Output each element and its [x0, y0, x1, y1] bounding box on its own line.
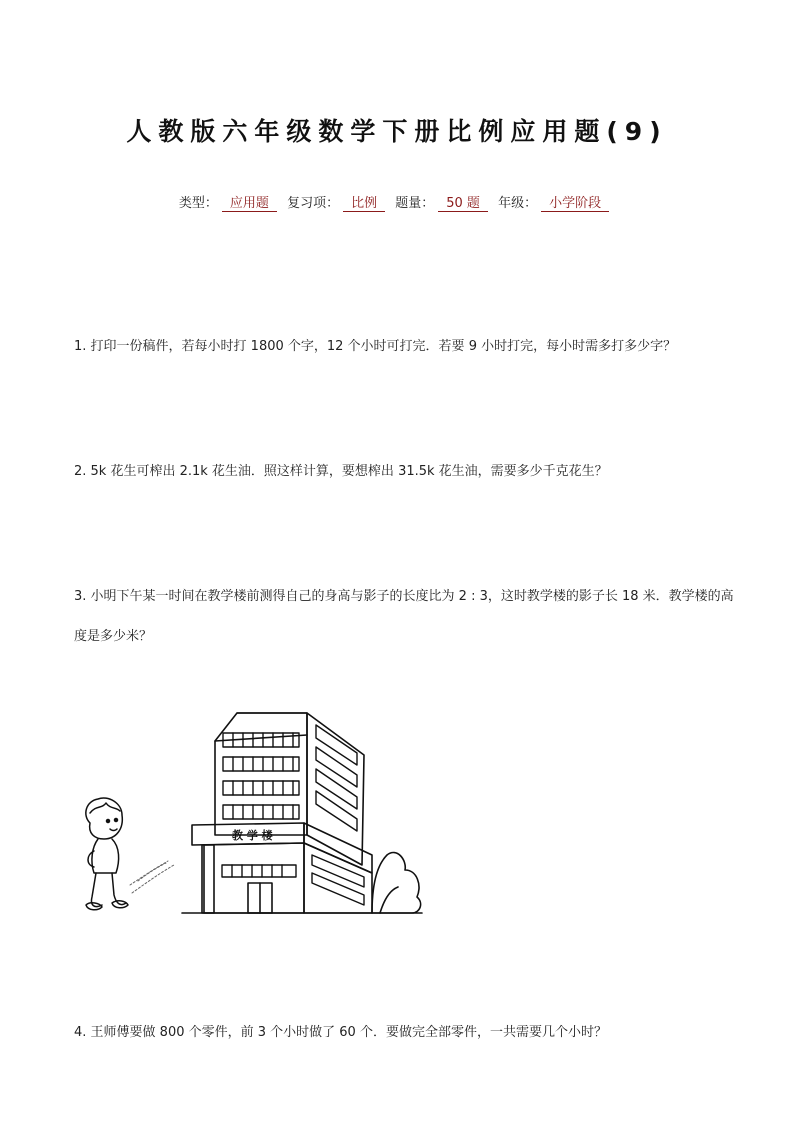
page-title: 人教版六年级数学下册比例应用题(9)	[126, 117, 668, 146]
review-value: 比例	[343, 196, 385, 212]
type-value: 应用题	[222, 196, 277, 212]
count-label: 题量：	[395, 196, 435, 211]
question-2: 2. 5k 花生可榨出 2.1k 花生油．照这样计算，要想榨出 31.5k 花生油，需要多少千克花生？	[74, 464, 608, 479]
boy-and-school-building-illustration	[72, 705, 432, 920]
worksheet-meta	[0, 192, 794, 212]
question-3: 3. 小明下午某一时间在教学楼前测得自己的身高与影子的长度比为 2 : 3，这时教学楼的影子长 18 米．教学楼的高度是多少米？	[74, 589, 734, 644]
question-1: 1. 打印一份稿件，若每小时打 1800 个字，12 个小时可打完．若要 9 小时打完，每小时需多打多少字？	[74, 339, 677, 354]
review-label: 复习项：	[287, 196, 340, 211]
question-4: 4. 王师傅要做 800 个零件，前 3 个小时做了 60 个．要做完全部零件，一共需要几个小时？	[74, 1025, 607, 1040]
building-sign-text: 教 学 楼	[232, 829, 273, 842]
type-label: 类型：	[178, 196, 218, 211]
count-value: 50 题	[438, 196, 488, 212]
grade-label: 年级：	[498, 196, 538, 211]
grade-value: 小学阶段	[541, 196, 609, 212]
